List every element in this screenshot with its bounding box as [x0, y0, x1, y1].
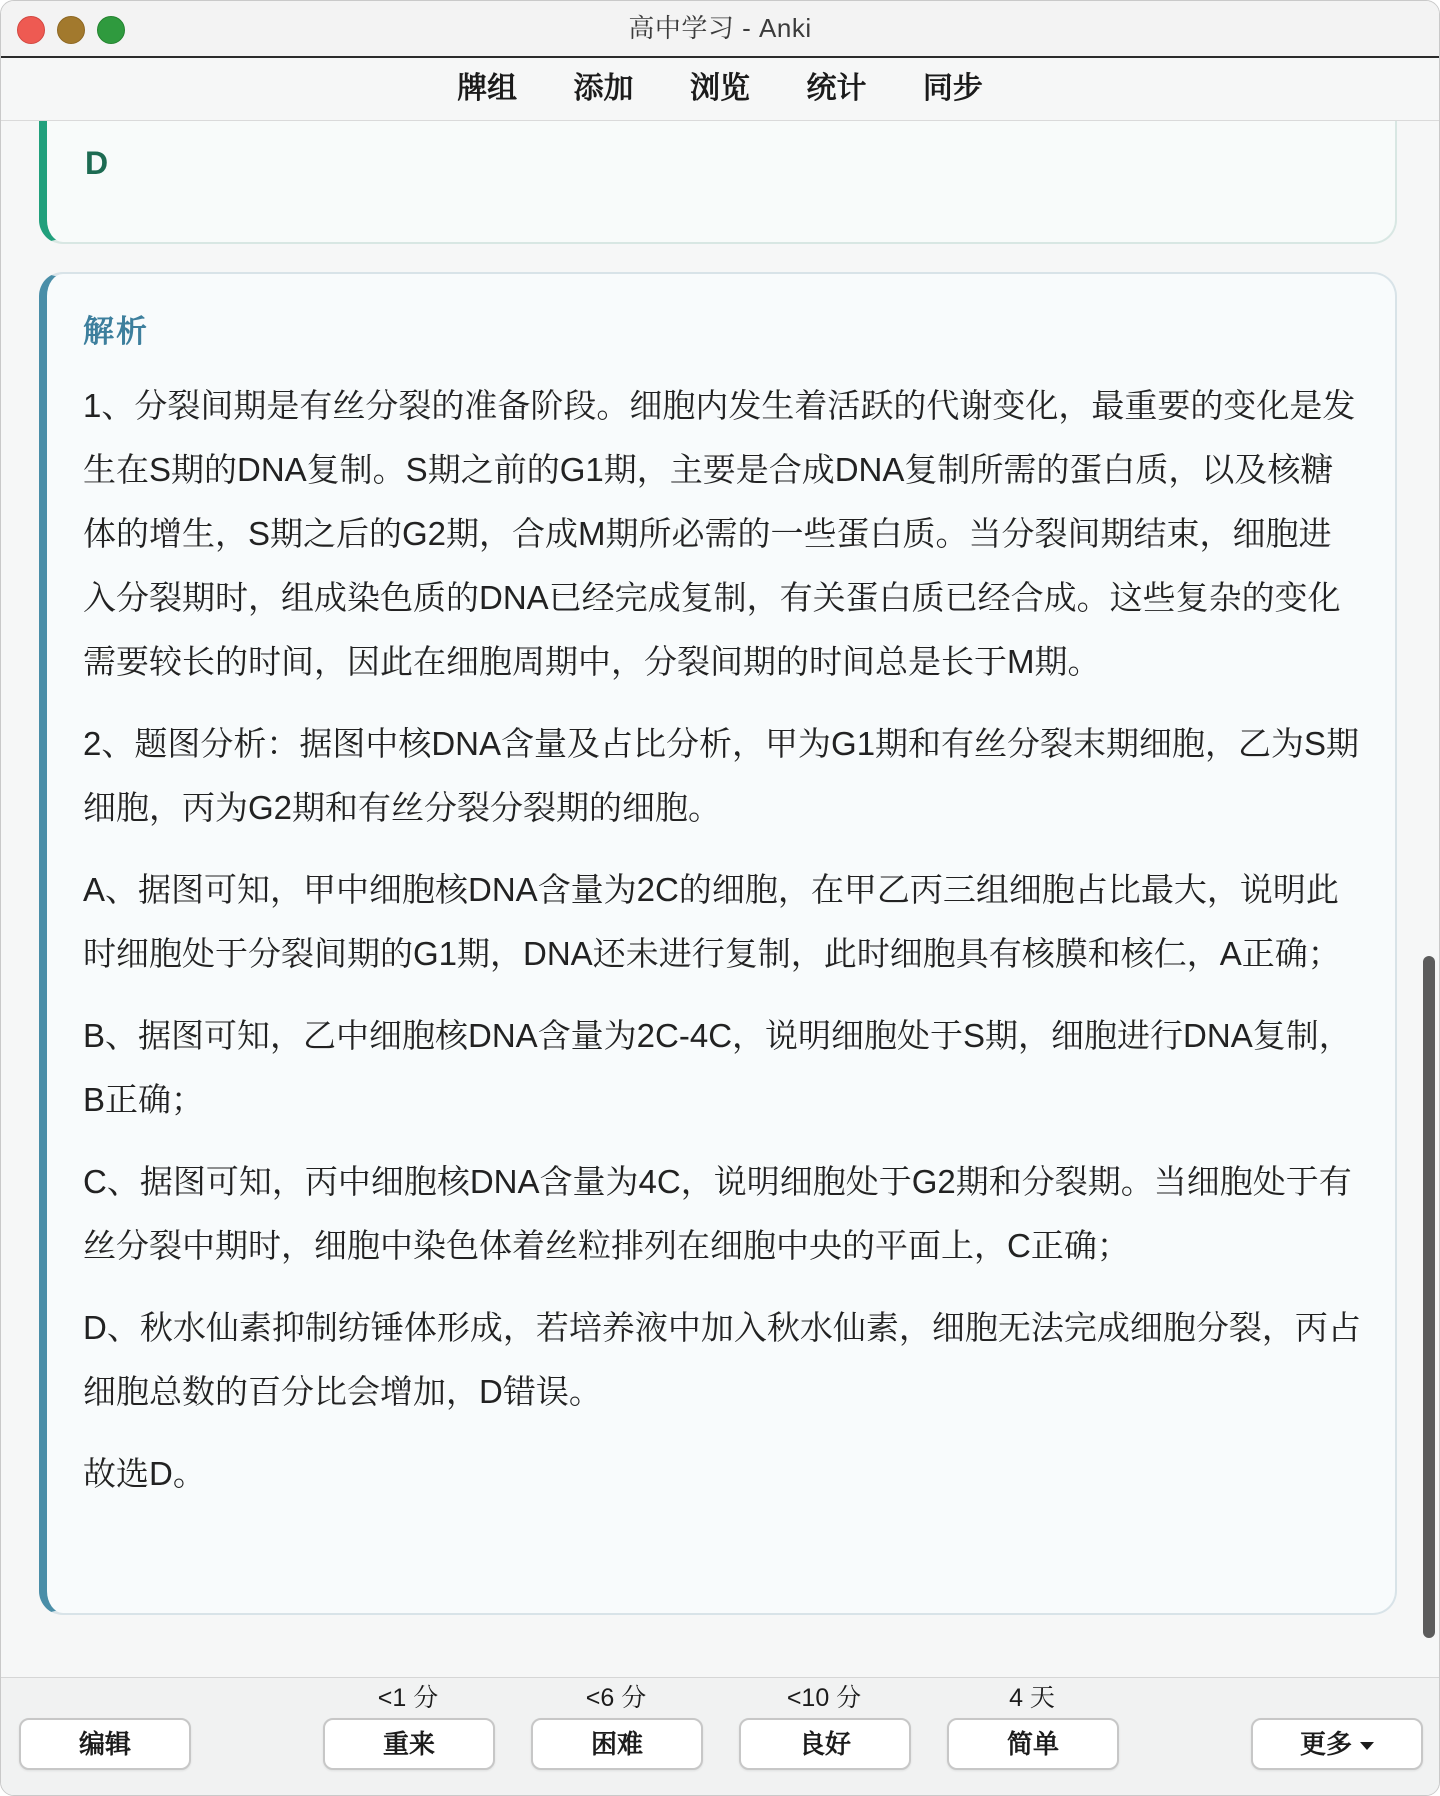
analysis-paragraph: C、据图可知，丙中细胞核DNA含量为4C，说明细胞处于G2期和分裂期。当细胞处于有丝分裂中期时，细胞中染色体着丝粒排列在细胞中央的平面上，C正确； [83, 1163, 1352, 1264]
analysis-paragraph: B、据图可知，乙中细胞核DNA含量为2C-4C，说明细胞处于S期，细胞进行DNA复制，B正确； [83, 1017, 1352, 1118]
card-review-area[interactable] [1, 121, 1439, 1677]
answer-text: D [85, 145, 109, 181]
vertical-scrollbar[interactable] [1423, 956, 1435, 1638]
hard-button[interactable]: 困难 [531, 1718, 703, 1770]
toolbar-sync[interactable]: 同步 [922, 72, 983, 105]
more-button-label: 更多 [1299, 1729, 1352, 1759]
chevron-down-icon [1360, 1742, 1374, 1750]
more-button[interactable] [1251, 1718, 1423, 1770]
hard-interval: <6 分 [585, 1684, 647, 1712]
analysis-paragraph: 1、分裂间期是有丝分裂的准备阶段。细胞内发生着活跃的代谢变化，最重要的变化是发生在S期的DNA复制。S期之前的G1期，主要是合成DNA复制所需的蛋白质，以及核糖体的增生，S期之后的G2期，合成M期所必需的一些蛋白质。当分裂间期结束，细胞进入分裂期时，组成染色质的DNA已经完成复制，有关蛋白质已经合成。这些复杂的变化需要较长的时间，因此在细胞周期中，分裂间期的时间总是长于M期。 [83, 387, 1356, 680]
good-interval: <10 分 [786, 1684, 862, 1712]
again-interval: <1 分 [377, 1684, 439, 1712]
answer-card [39, 121, 1397, 244]
toolbar-decks[interactable]: 牌组 [457, 72, 518, 105]
analysis-card [39, 272, 1397, 1615]
analysis-paragraph: 2、题图分析：据图中核DNA含量及占比分析，甲为G1期和有丝分裂末期细胞，乙为S期细胞，丙为G2期和有丝分裂分裂期的细胞。 [83, 725, 1360, 826]
title-bar [1, 1, 1439, 58]
analysis-heading: 解析 [83, 314, 149, 349]
analysis-paragraph: 故选D。 [83, 1455, 206, 1492]
main-toolbar [1, 58, 1439, 121]
review-bottom-bar [1, 1677, 1439, 1796]
easy-interval: 4 天 [1009, 1684, 1055, 1712]
toolbar-add[interactable]: 添加 [573, 72, 634, 105]
analysis-paragraph: A、据图可知，甲中细胞核DNA含量为2C的细胞，在甲乙丙三组细胞占比最大，说明此时细胞处于分裂间期的G1期，DNA还未进行复制，此时细胞具有核膜和核仁，A正确； [83, 871, 1341, 972]
again-button[interactable]: 重来 [323, 1718, 495, 1770]
toolbar-stats[interactable]: 统计 [806, 72, 867, 105]
good-button[interactable]: 良好 [739, 1718, 911, 1770]
window-title: 高中学习 - Anki [628, 13, 812, 43]
edit-button[interactable]: 编辑 [19, 1718, 191, 1770]
analysis-paragraph: D、秋水仙素抑制纺锤体形成，若培养液中加入秋水仙素，细胞无法完成细胞分裂，丙占细胞总数的百分比会增加，D错误。 [83, 1309, 1361, 1410]
easy-button[interactable]: 简单 [947, 1718, 1119, 1770]
toolbar-browse[interactable]: 浏览 [690, 72, 750, 105]
